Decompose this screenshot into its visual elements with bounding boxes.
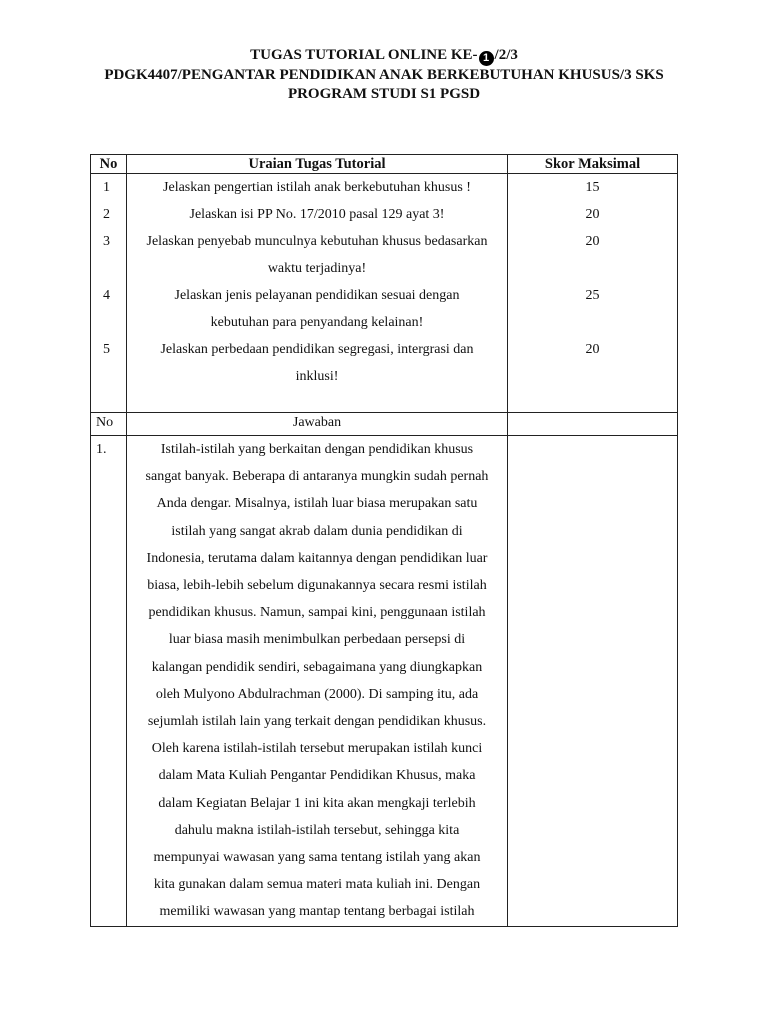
answer-text-line: memiliki wawasan yang mantap tentang berbagai istilah xyxy=(159,904,475,920)
answer-table-header xyxy=(91,413,678,436)
task-rows xyxy=(91,174,678,413)
col-score-header: Skor Maksimal xyxy=(508,155,678,174)
answer-empty-header xyxy=(508,413,678,436)
header-line-2: PDGK4407/PENGANTAR PENDIDIKAN ANAK BERKEBUTUHAN KHUSUS/3 SKS xyxy=(104,67,664,83)
answer-header: Jawaban xyxy=(127,413,508,436)
answer-text-line: Istilah-istilah yang berkaitan dengan pendidikan khusus xyxy=(160,442,474,457)
task-score: 20 xyxy=(585,342,600,357)
task-description xyxy=(127,201,507,228)
answer-text-line: oleh Mulyono Abdulrachman (2000). Di samping itu, ada xyxy=(155,686,479,702)
header-line-1 xyxy=(0,46,768,66)
task-description xyxy=(127,228,507,282)
document-header xyxy=(0,46,768,104)
task-description-line: Jelaskan pengertian istilah anak berkebutuhan khusus ! xyxy=(163,180,471,195)
task-description-line: kebutuhan para penyandang kelainan! xyxy=(210,315,424,330)
task-description xyxy=(127,282,507,336)
task-score: 20 xyxy=(585,207,600,222)
answer-empty-cell xyxy=(508,436,678,927)
tutorial-table xyxy=(90,154,678,927)
task-number: 1 xyxy=(103,180,110,195)
task-score: 25 xyxy=(585,288,600,303)
task-number: 2 xyxy=(103,207,110,222)
task-description-line: waktu terjadinya! xyxy=(267,261,367,276)
answer-text xyxy=(127,436,508,927)
task-description-line: inklusi! xyxy=(295,369,339,384)
task-number: 3 xyxy=(103,234,110,249)
answer-row xyxy=(91,436,678,927)
answer-text-line: istilah yang sangat akrab dalam dunia pendidikan di xyxy=(171,523,463,539)
task-description xyxy=(127,174,507,201)
task-text-stack xyxy=(127,174,507,390)
answer-text-line: dahulu makna istilah-istilah tersebut, sehingga kita xyxy=(174,822,460,838)
task-number: 4 xyxy=(103,288,110,303)
task-number: 5 xyxy=(103,342,110,357)
circled-number-1: 1 xyxy=(479,51,494,66)
header-line-1-prefix: TUGAS TUTORIAL ONLINE KE- xyxy=(250,47,478,63)
answer-text-line: pendidikan khusus. Namun, sampai kini, penggunaan istilah xyxy=(148,605,486,621)
answer-no-header: No xyxy=(91,413,127,436)
answer-text-line: sejumlah istilah lain yang terkait dengan pendidikan khusus. xyxy=(147,714,487,730)
task-score: 20 xyxy=(585,234,600,249)
task-text-column xyxy=(127,174,508,413)
answer-text-line: kalangan pendidik sendiri, sebagaimana yang diungkapkan xyxy=(151,659,483,675)
answer-text-line: Oleh karena istilah-istilah tersebut merupakan istilah kunci xyxy=(151,741,483,757)
task-no-column xyxy=(91,174,127,413)
col-no-header: No xyxy=(91,155,127,174)
task-table-header xyxy=(91,155,678,174)
answer-text-line: Anda dengar. Misalnya, istilah luar biasa merupakan satu xyxy=(156,496,478,512)
answer-text-line: luar biasa masih menimbulkan perbedaan persepsi di xyxy=(168,632,466,648)
header-line-3: PROGRAM STUDI S1 PGSD xyxy=(287,86,481,102)
answer-text-line: kita gunakan dalam semua materi mata kuliah ini. Dengan xyxy=(153,877,481,893)
task-score-stack xyxy=(508,174,677,390)
task-description-line: Jelaskan jenis pelayanan pendidikan sesuai dengan xyxy=(174,288,460,303)
answer-text-line: Indonesia, terutama dalam kaitannya dengan pendidikan luar xyxy=(146,550,488,566)
answer-text-line: dalam Kegiatan Belajar 1 ini kita akan mengkaji terlebih xyxy=(158,795,476,811)
task-description-line: Jelaskan perbedaan pendidikan segregasi, intergrasi dan xyxy=(160,342,474,357)
header-line-1-suffix: /2/3 xyxy=(494,47,518,63)
task-description xyxy=(127,336,507,390)
task-score-column xyxy=(508,174,678,413)
task-description-line: Jelaskan penyebab munculnya kebutuhan khusus bedasarkan xyxy=(146,234,488,249)
answer-text-line: sangat banyak. Beberapa di antaranya mungkin sudah pernah xyxy=(145,469,489,485)
task-score: 15 xyxy=(585,180,600,195)
answer-text-line: mempunyai wawasan yang sama tentang istilah yang akan xyxy=(153,850,481,866)
answer-number: 1. xyxy=(91,436,127,927)
answer-text-line: dalam Mata Kuliah Pengantar Pendidikan Khusus, maka xyxy=(158,768,476,784)
task-no-stack xyxy=(103,174,126,390)
task-description-line: Jelaskan isi PP No. 17/2010 pasal 129 ayat 3! xyxy=(189,207,445,222)
col-task-header: Uraian Tugas Tutorial xyxy=(127,155,508,174)
answer-text-line: biasa, lebih-lebih sebelum digunakannya secara resmi istilah xyxy=(147,578,487,594)
